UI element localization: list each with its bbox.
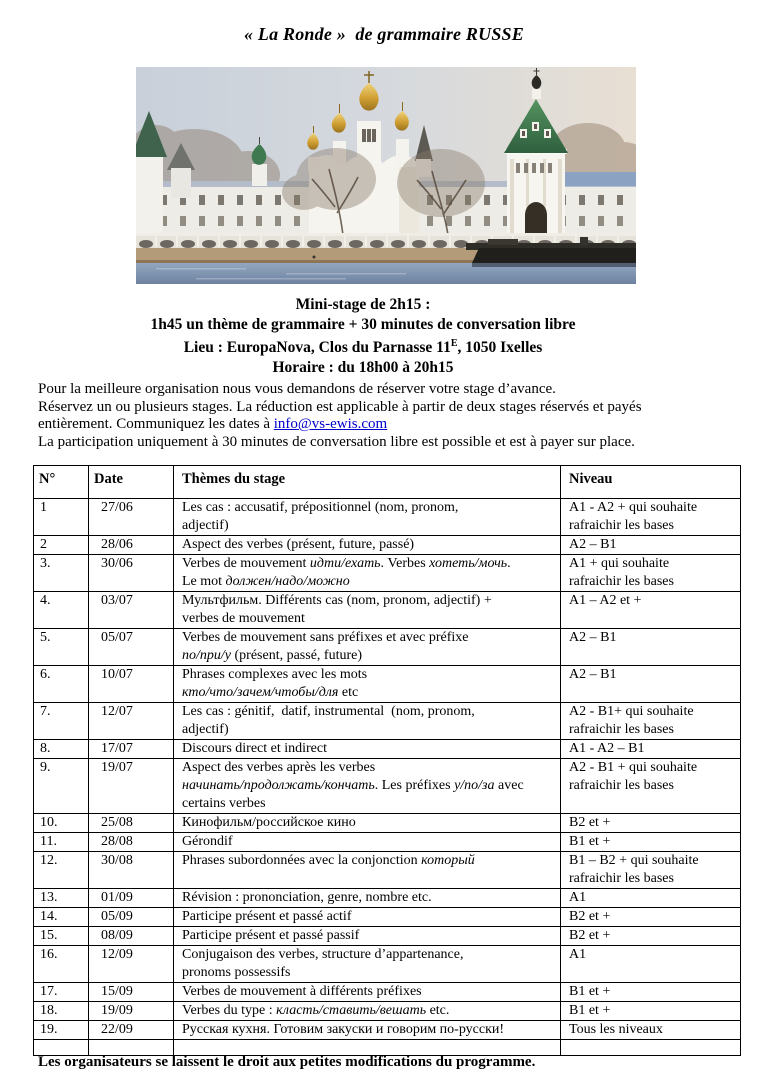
cell-theme: Aspect des verbes (présent, future, passé) bbox=[174, 536, 561, 555]
cell-niveau: A2 - B1 + qui souhaite rafraichir les bases bbox=[561, 759, 741, 814]
intro-line-4: La participation uniquement à 30 minutes de conversation libre est possible et est à payer sur place. bbox=[38, 433, 635, 450]
cell-theme: Les cas : accusatif, prépositionnel (nom, pronom, adjectif) bbox=[174, 499, 561, 536]
table-row bbox=[34, 946, 741, 983]
table-row bbox=[34, 703, 741, 740]
cell-niveau: B2 et + bbox=[561, 927, 741, 946]
cell-niveau: B1 et + bbox=[561, 833, 741, 852]
cell-theme: Participe présent et passé actif bbox=[174, 908, 561, 927]
cell-theme: Русская кухня. Готовим закуски и говорим по-русски! bbox=[174, 1021, 561, 1040]
cell-num: 12. bbox=[34, 852, 89, 889]
cell-niveau: A2 – B1 bbox=[561, 629, 741, 666]
cell-date: 01/09 bbox=[89, 889, 174, 908]
email-link[interactable]: info@vs-ewis.com bbox=[273, 416, 388, 433]
info-line-duration: Mini-stage de 2h15 : bbox=[295, 296, 431, 313]
cell-theme: Verbes du type : класть/ставить/вешать etc. bbox=[174, 1002, 561, 1021]
cell-niveau: A1 – A2 et + bbox=[561, 592, 741, 629]
cell-date: 05/09 bbox=[89, 908, 174, 927]
cell-theme: Participe présent et passé passif bbox=[174, 927, 561, 946]
cell-num: 11. bbox=[34, 833, 89, 852]
cell-num: 17. bbox=[34, 983, 89, 1002]
cell-date: 12/07 bbox=[89, 703, 174, 740]
cell-theme: Gérondif bbox=[174, 833, 561, 852]
cell-niveau: B1 et + bbox=[561, 1002, 741, 1021]
header-niveau: Niveau bbox=[561, 466, 741, 499]
cell-niveau: A1 - A2 + qui souhaite rafraichir les bases bbox=[561, 499, 741, 536]
cell-niveau: B2 et + bbox=[561, 814, 741, 833]
intro-line-2: Réservez un ou plusieurs stages. La réduction est applicable à partir de deux stages réservés et payés bbox=[38, 398, 642, 415]
cell-theme: Phrases complexes avec les mots кто/что/зачем/чтобы/для etc bbox=[174, 666, 561, 703]
table-row bbox=[34, 666, 741, 703]
cell-niveau bbox=[561, 1040, 741, 1056]
cell-niveau: Tous les niveaux bbox=[561, 1021, 741, 1040]
cell-num: 18. bbox=[34, 1002, 89, 1021]
table-row bbox=[34, 983, 741, 1002]
stage-schedule-table bbox=[33, 465, 741, 1056]
stage-table-body bbox=[34, 499, 741, 1056]
cell-num: 3. bbox=[34, 555, 89, 592]
table-row bbox=[34, 927, 741, 946]
cell-niveau: A1 + qui souhaite rafraichir les bases bbox=[561, 555, 741, 592]
table-row bbox=[34, 814, 741, 833]
cell-niveau: A1 - A2 – B1 bbox=[561, 740, 741, 759]
cell-theme: Verbes de mouvement sans préfixes et avec préfixe по/при/у (présent, passé, future) bbox=[174, 629, 561, 666]
intro-line-3: entièrement. Communiquez les dates à info@vs-ewis.com bbox=[38, 416, 388, 433]
cell-theme: Révision : prononciation, genre, nombre etc. bbox=[174, 889, 561, 908]
intro-line-1: Pour la meilleure organisation nous vous demandons de réserver votre stage d’avance. bbox=[38, 381, 556, 397]
cell-date: 12/09 bbox=[89, 946, 174, 983]
info-line-format: 1h45 un thème de grammaire + 30 minutes de conversation libre bbox=[150, 315, 576, 333]
cell-theme: Phrases subordonnées avec la conjonction который bbox=[174, 852, 561, 889]
cell-date: 28/08 bbox=[89, 833, 174, 852]
table-row bbox=[34, 889, 741, 908]
cell-theme: Verbes de mouvement à différents préfixes bbox=[174, 983, 561, 1002]
monastery-photo-graphic bbox=[136, 67, 636, 284]
cell-niveau: A2 - B1+ qui souhaite rafraichir les bases bbox=[561, 703, 741, 740]
header-theme: Thèmes du stage bbox=[174, 466, 561, 499]
table-row bbox=[34, 852, 741, 889]
cell-theme: Discours direct et indirect bbox=[174, 740, 561, 759]
table-row bbox=[34, 536, 741, 555]
cell-num: 10. bbox=[34, 814, 89, 833]
table-row bbox=[34, 908, 741, 927]
intro-paragraph bbox=[38, 381, 740, 451]
table-row bbox=[34, 833, 741, 852]
cell-num: 5. bbox=[34, 629, 89, 666]
cell-num: 7. bbox=[34, 703, 89, 740]
header-date: Date bbox=[89, 466, 174, 499]
cell-num: 4. bbox=[34, 592, 89, 629]
cell-theme: Кинофильм/российское кино bbox=[174, 814, 561, 833]
table-row bbox=[34, 740, 741, 759]
cell-date: 08/09 bbox=[89, 927, 174, 946]
cell-theme: Мультфильм. Différents cas (nom, pronom, adjectif) + verbes de mouvement bbox=[174, 592, 561, 629]
table-row bbox=[34, 592, 741, 629]
cell-date: 03/07 bbox=[89, 592, 174, 629]
cell-num: 13. bbox=[34, 889, 89, 908]
cell-num: 1 bbox=[34, 499, 89, 536]
cell-date: 30/08 bbox=[89, 852, 174, 889]
cell-date: 28/06 bbox=[89, 536, 174, 555]
cell-num: 14. bbox=[34, 908, 89, 927]
cell-num: 6. bbox=[34, 666, 89, 703]
cell-theme: Aspect des verbes après les verbes начинать/продолжать/кончать. Les préfixes у/по/за avec certains verbes bbox=[174, 759, 561, 814]
cell-date: 25/08 bbox=[89, 814, 174, 833]
cell-theme: Les cas : génitif, datif, instrumental (nom, pronom, adjectif) bbox=[174, 703, 561, 740]
cell-date: 19/07 bbox=[89, 759, 174, 814]
course-info-block bbox=[0, 295, 726, 377]
cell-niveau: B1 et + bbox=[561, 983, 741, 1002]
cell-date: 17/07 bbox=[89, 740, 174, 759]
cell-niveau: A1 bbox=[561, 946, 741, 983]
cell-num: 9. bbox=[34, 759, 89, 814]
table-row bbox=[34, 499, 741, 536]
cell-num: 16. bbox=[34, 946, 89, 983]
cell-niveau: A2 – B1 bbox=[561, 536, 741, 555]
cell-num: 15. bbox=[34, 927, 89, 946]
header-num: N° bbox=[34, 466, 89, 499]
page-title: « La Ronde » de grammaire RUSSE bbox=[244, 24, 524, 44]
cell-date: 05/07 bbox=[89, 629, 174, 666]
cell-date: 30/06 bbox=[89, 555, 174, 592]
cell-niveau: A2 – B1 bbox=[561, 666, 741, 703]
info-line-location: Lieu : EuropaNova, Clos du Parnasse $11^E$, 1050 Ixelles bbox=[183, 338, 543, 357]
cell-date: 15/09 bbox=[89, 983, 174, 1002]
cell-niveau: B2 et + bbox=[561, 908, 741, 927]
table-row bbox=[34, 1002, 741, 1021]
cell-date: 27/06 bbox=[89, 499, 174, 536]
cell-date: 10/07 bbox=[89, 666, 174, 703]
cell-date: 22/09 bbox=[89, 1021, 174, 1040]
table-row bbox=[34, 555, 741, 592]
cell-theme: Verbes de mouvement идти/ехать. Verbes хотеть/мочь. Le mot должен/надо/можно bbox=[174, 555, 561, 592]
footer-note: Les organisateurs se laissent le droit aux petites modifications du programme. bbox=[38, 1054, 536, 1070]
cell-date: 19/09 bbox=[89, 1002, 174, 1021]
cell-num: 19. bbox=[34, 1021, 89, 1040]
table-row bbox=[34, 759, 741, 814]
cell-niveau: A1 bbox=[561, 889, 741, 908]
cell-num: 2 bbox=[34, 536, 89, 555]
table-row bbox=[34, 1021, 741, 1040]
monastery-photo bbox=[136, 67, 636, 284]
cell-niveau: B1 – B2 + qui souhaite rafraichir les bases bbox=[561, 852, 741, 889]
table-header-row bbox=[34, 466, 741, 499]
table-row bbox=[34, 629, 741, 666]
info-line-schedule: Horaire : du 18h00 à 20h15 bbox=[272, 358, 454, 376]
cell-theme: Conjugaison des verbes, structure d’appartenance, pronoms possessifs bbox=[174, 946, 561, 983]
cell-num: 8. bbox=[34, 740, 89, 759]
